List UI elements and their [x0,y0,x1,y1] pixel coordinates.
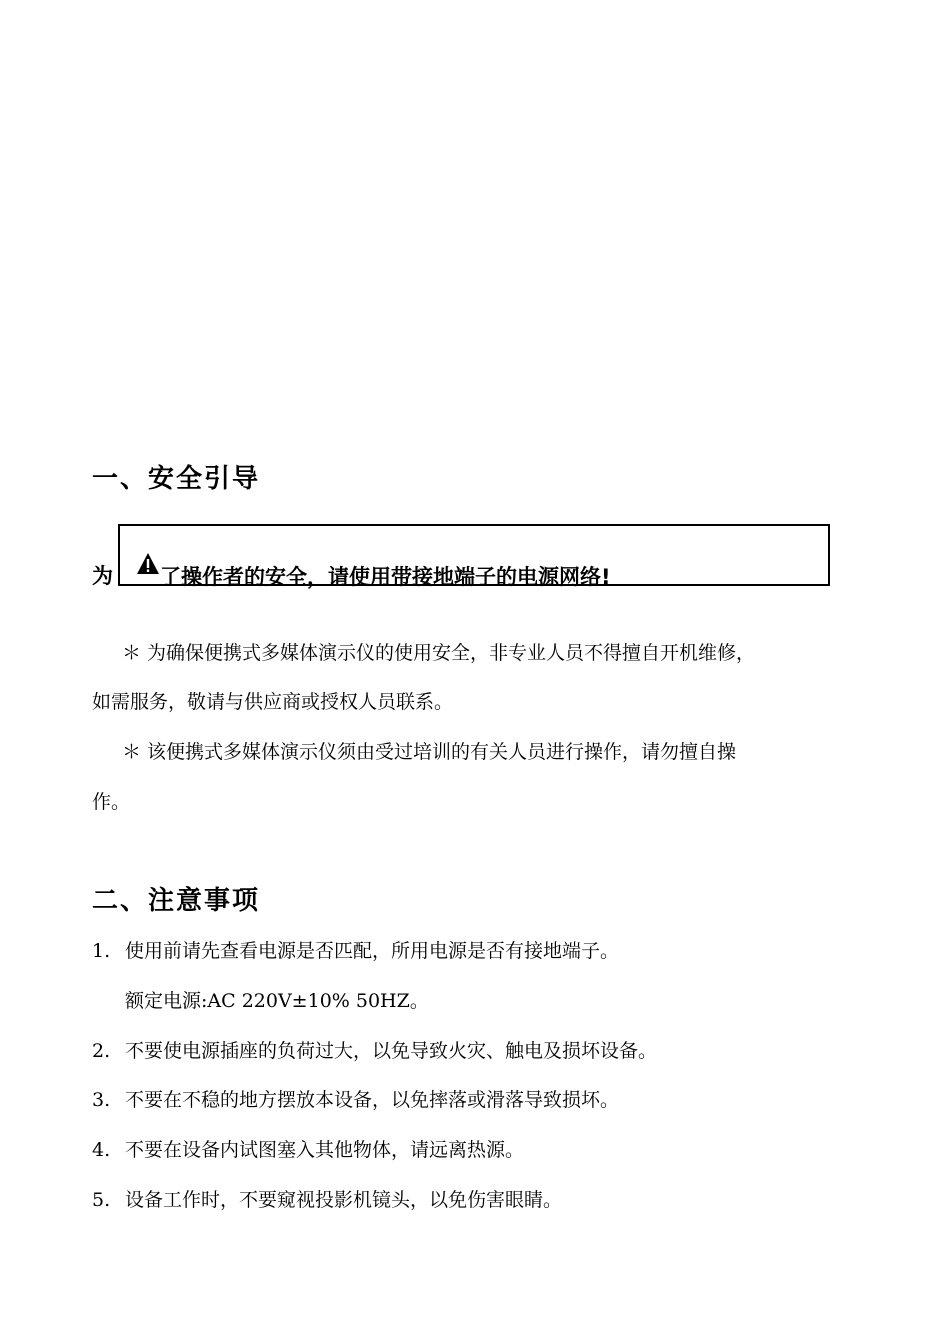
warning-prefix: 为 [92,564,113,588]
section-heading-safety: 一、安全引导 [92,464,261,494]
item-number: 1. [92,940,111,962]
item-text: 不要在设备内试图塞入其他物体，请远离热源。 [125,1139,525,1161]
safety-warning [92,524,842,588]
precaution-item-2 [92,1036,657,1063]
precaution-item-1-rated-power: 额定电源:AC 220V±10% 50HZ。 [125,990,429,1012]
precaution-item-4 [92,1135,524,1162]
item-number: 2. [92,1040,111,1062]
item-text: 不要在不稳的地方摆放本设备，以免摔落或滑落导致损坏。 [125,1089,620,1111]
safety-paragraph-1-line-1: ＊ 为确保便携式多媒体演示仪的使用安全，非专业人员不得擅自开机维修， [122,642,756,664]
warning-triangle-icon [136,552,160,576]
precaution-item-1 [92,936,619,963]
warning-text: 了操作者的安全，请使用带接地端子的电源网络! [160,565,611,589]
item-number: 5. [92,1189,111,1211]
safety-paragraph-1-line-2: 如需服务，敬请与供应商或授权人员联系。 [92,691,454,713]
section-heading-precautions: 二、注意事项 [92,886,261,916]
item-text: 设备工作时，不要窥视投影机镜头，以免伤害眼睛。 [125,1189,563,1211]
precaution-item-3 [92,1085,619,1112]
precaution-item-5 [92,1185,562,1212]
safety-paragraph-2-line-2: 作。 [92,791,131,813]
item-number: 4. [92,1139,111,1161]
item-text: 使用前请先查看电源是否匹配，所用电源是否有接地端子。 [125,940,620,962]
safety-paragraph-2-line-1: ＊ 该便携式多媒体演示仪须由受过培训的有关人员进行操作，请勿擅自操 [122,741,737,763]
item-number: 3. [92,1089,111,1111]
item-text: 不要使电源插座的负荷过大，以免导致火灾、触电及损坏设备。 [125,1040,658,1062]
